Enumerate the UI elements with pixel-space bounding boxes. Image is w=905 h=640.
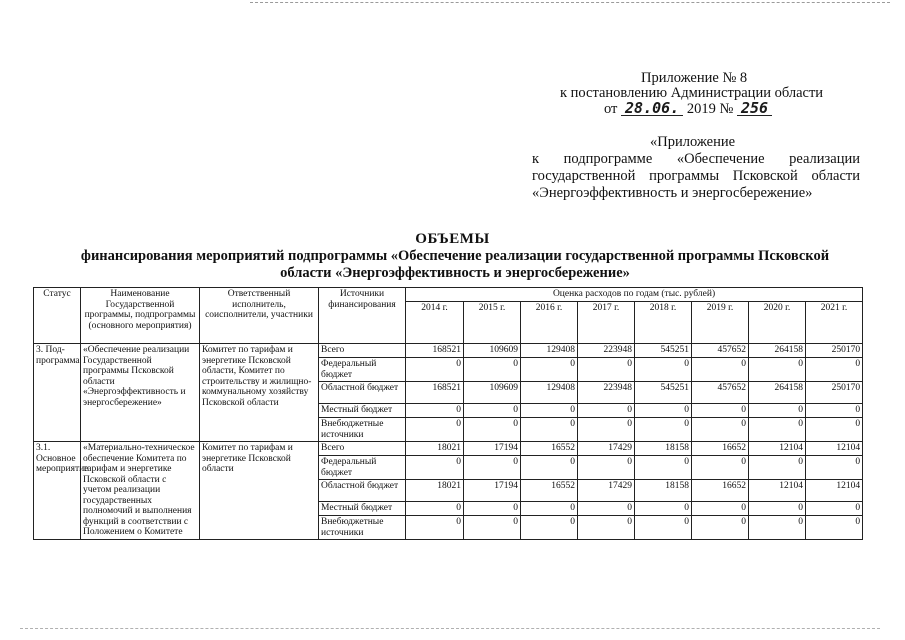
value-cell: 16552 (521, 480, 578, 502)
value-cell: 0 (521, 502, 578, 516)
name-cell: «Материально-техническое обеспечение Комитета по тарифам и энергетике Псковской области с учетом реализации государственных полномочий и выполнения функций в соответствии с Положением о Комитете (81, 442, 200, 540)
value-cell: 0 (692, 456, 749, 480)
header-year: 2016 г. (521, 302, 578, 344)
value-cell: 457652 (692, 382, 749, 404)
table-body (34, 344, 863, 540)
source-cell: Федеральный бюджет (319, 456, 406, 480)
date-line (604, 101, 772, 118)
value-cell: 0 (806, 502, 863, 516)
value-cell: 0 (692, 358, 749, 382)
value-cell: 250170 (806, 344, 863, 358)
value-cell: 17194 (464, 480, 521, 502)
quote-body: к подпрограмме «Обеспечение реализации государственной программы Псковской области «Энергоэффективность и энергосбережение» (532, 151, 860, 201)
source-cell: Областной бюджет (319, 480, 406, 502)
value-cell: 0 (806, 404, 863, 418)
value-cell: 0 (406, 516, 464, 540)
source-cell: Всего (319, 442, 406, 456)
value-cell: 0 (521, 516, 578, 540)
scan-edge-top (250, 2, 890, 3)
value-cell: 12104 (749, 480, 806, 502)
value-cell: 0 (521, 456, 578, 480)
value-cell: 12104 (806, 480, 863, 502)
value-cell: 223948 (578, 344, 635, 358)
value-cell: 0 (464, 404, 521, 418)
value-cell: 0 (578, 456, 635, 480)
year-text: 2019 № (686, 101, 734, 117)
status-cell: 3.1. Основное мероприятие (34, 442, 81, 540)
name-cell: «Обеспечение реализации Государственной программы Псковской области «Энергоэффективность и энергосбережение» (81, 344, 200, 442)
appendix-number: Приложение № 8 (641, 70, 748, 86)
scan-edge-bottom (20, 628, 880, 629)
value-cell: 17429 (578, 442, 635, 456)
value-cell: 0 (635, 502, 692, 516)
header-source: Источники финансирования (319, 288, 406, 344)
value-cell: 0 (406, 456, 464, 480)
value-cell: 545251 (635, 344, 692, 358)
value-cell: 18158 (635, 480, 692, 502)
value-cell: 0 (578, 418, 635, 442)
value-cell: 18021 (406, 442, 464, 456)
value-cell: 16552 (521, 442, 578, 456)
value-cell: 264158 (749, 382, 806, 404)
value-cell: 0 (578, 502, 635, 516)
header-year: 2021 г. (806, 302, 863, 344)
value-cell: 18158 (635, 442, 692, 456)
status-cell: 3. Под-программа (34, 344, 81, 442)
value-cell: 0 (692, 516, 749, 540)
value-cell: 0 (806, 516, 863, 540)
resolution-line: к постановлению Администрации области (560, 85, 824, 101)
source-cell: Всего (319, 344, 406, 358)
header-year: 2015 г. (464, 302, 521, 344)
value-cell: 168521 (406, 382, 464, 404)
source-cell: Внебюджетные источники (319, 418, 406, 442)
value-cell: 0 (749, 516, 806, 540)
financing-table (33, 287, 863, 540)
table-row (34, 442, 863, 456)
value-cell: 0 (749, 404, 806, 418)
source-cell: Внебюджетные источники (319, 516, 406, 540)
value-cell: 545251 (635, 382, 692, 404)
value-cell: 457652 (692, 344, 749, 358)
document-subtitle: финансирования мероприятий подпрограммы «Обеспечение реализации государственной программы Псковской области «Энергоэффективность и энергосбережение» (80, 248, 830, 281)
value-cell: 0 (635, 358, 692, 382)
value-cell: 0 (635, 404, 692, 418)
value-cell: 0 (749, 418, 806, 442)
value-cell: 0 (464, 502, 521, 516)
source-cell: Федеральный бюджет (319, 358, 406, 382)
table-row (34, 344, 863, 358)
value-cell: 0 (749, 502, 806, 516)
header-year: 2020 г. (749, 302, 806, 344)
executor-cell: Комитет по тарифам и энергетике Псковской области, Комитет по строительству и жилищно-коммунальному хозяйству Псковской области (200, 344, 319, 442)
header-year: 2018 г. (635, 302, 692, 344)
value-cell: 12104 (806, 442, 863, 456)
value-cell: 0 (406, 418, 464, 442)
value-cell: 0 (692, 404, 749, 418)
value-cell: 250170 (806, 382, 863, 404)
executor-cell: Комитет по тарифам и энергетике Псковской области (200, 442, 319, 540)
header-year: 2019 г. (692, 302, 749, 344)
value-cell: 0 (806, 418, 863, 442)
value-cell: 0 (521, 358, 578, 382)
document-title: ОБЪЕМЫ (415, 231, 490, 247)
value-cell: 0 (406, 404, 464, 418)
value-cell: 17194 (464, 442, 521, 456)
handwritten-number: 256 (737, 101, 772, 116)
value-cell: 16652 (692, 442, 749, 456)
source-cell: Местный бюджет (319, 502, 406, 516)
appendix-quote (532, 134, 860, 202)
value-cell: 0 (635, 456, 692, 480)
value-cell: 0 (578, 516, 635, 540)
value-cell: 129408 (521, 344, 578, 358)
value-cell: 0 (464, 358, 521, 382)
value-cell: 0 (464, 456, 521, 480)
value-cell: 0 (806, 358, 863, 382)
value-cell: 0 (692, 418, 749, 442)
value-cell: 223948 (578, 382, 635, 404)
value-cell: 0 (806, 456, 863, 480)
source-cell: Областной бюджет (319, 382, 406, 404)
value-cell: 0 (635, 516, 692, 540)
value-cell: 12104 (749, 442, 806, 456)
header-year: 2017 г. (578, 302, 635, 344)
value-cell: 109609 (464, 344, 521, 358)
header-executor: Ответственный исполнитель, соисполнители, участники (200, 288, 319, 344)
date-prefix: от (604, 101, 618, 117)
handwritten-date: 28.06. (621, 101, 683, 116)
value-cell: 17429 (578, 480, 635, 502)
value-cell: 0 (406, 358, 464, 382)
quote-first-line: «Приложение (650, 134, 736, 150)
value-cell: 16652 (692, 480, 749, 502)
value-cell: 264158 (749, 344, 806, 358)
header-year: 2014 г. (406, 302, 464, 344)
value-cell: 0 (464, 516, 521, 540)
value-cell: 168521 (406, 344, 464, 358)
value-cell: 0 (521, 404, 578, 418)
value-cell: 0 (692, 502, 749, 516)
value-cell: 0 (749, 456, 806, 480)
value-cell: 129408 (521, 382, 578, 404)
header-name: Наименование Государственной программы, подпрограммы (основного мероприятия) (81, 288, 200, 344)
value-cell: 0 (521, 418, 578, 442)
value-cell: 0 (578, 358, 635, 382)
header-estimate: Оценка расходов по годам (тыс. рублей) (406, 288, 863, 302)
source-cell: Местный бюджет (319, 404, 406, 418)
header-status: Статус (34, 288, 81, 344)
value-cell: 0 (749, 358, 806, 382)
value-cell: 18021 (406, 480, 464, 502)
value-cell: 0 (464, 418, 521, 442)
value-cell: 109609 (464, 382, 521, 404)
value-cell: 0 (578, 404, 635, 418)
value-cell: 0 (406, 502, 464, 516)
value-cell: 0 (635, 418, 692, 442)
